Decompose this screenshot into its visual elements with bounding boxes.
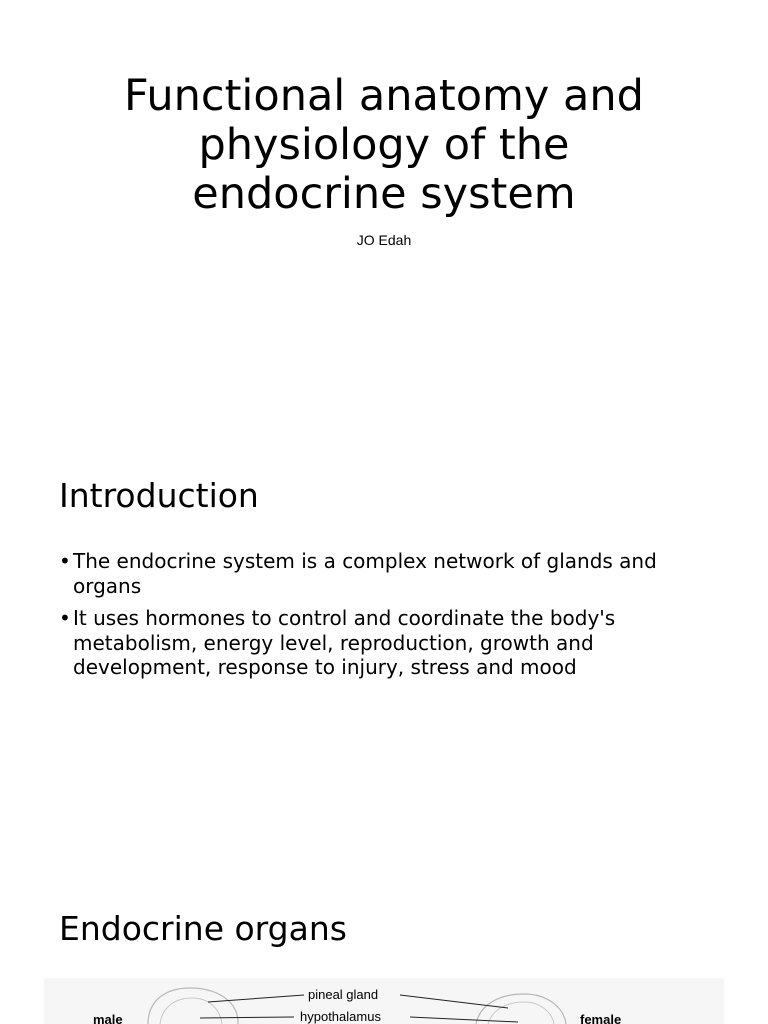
slide-title-line: Functional anatomy and bbox=[124, 71, 644, 121]
pineal-gland-label: pineal gland bbox=[308, 987, 379, 1002]
endocrine-organs-diagram bbox=[44, 978, 724, 1024]
slide-title-line: endocrine system bbox=[192, 169, 576, 219]
endocrine-organs-heading: Endocrine organs bbox=[59, 909, 347, 948]
hypothalamus-label: hypothalamus bbox=[300, 1009, 381, 1024]
author-name: JO Edah bbox=[356, 232, 412, 248]
introduction-bullet-list bbox=[59, 549, 709, 688]
diagram-svg bbox=[44, 978, 724, 1024]
bullet-item: • It uses hormones to control and coordinate the body's metabolism, energy level, reproduction, growth and development, response to injury, stress and mood bbox=[59, 606, 709, 680]
hypothalamus-pointer-male bbox=[200, 1017, 294, 1018]
bullet-item: • The endocrine system is a complex network of glands and organs bbox=[59, 549, 709, 598]
slide-title bbox=[60, 72, 708, 219]
male-label: male bbox=[93, 1012, 123, 1024]
female-label: female bbox=[580, 1012, 622, 1024]
hypothalamus-pointer-female bbox=[410, 1017, 518, 1022]
introduction-heading: Introduction bbox=[59, 476, 259, 515]
slide-title-line: physiology of the bbox=[198, 120, 570, 170]
